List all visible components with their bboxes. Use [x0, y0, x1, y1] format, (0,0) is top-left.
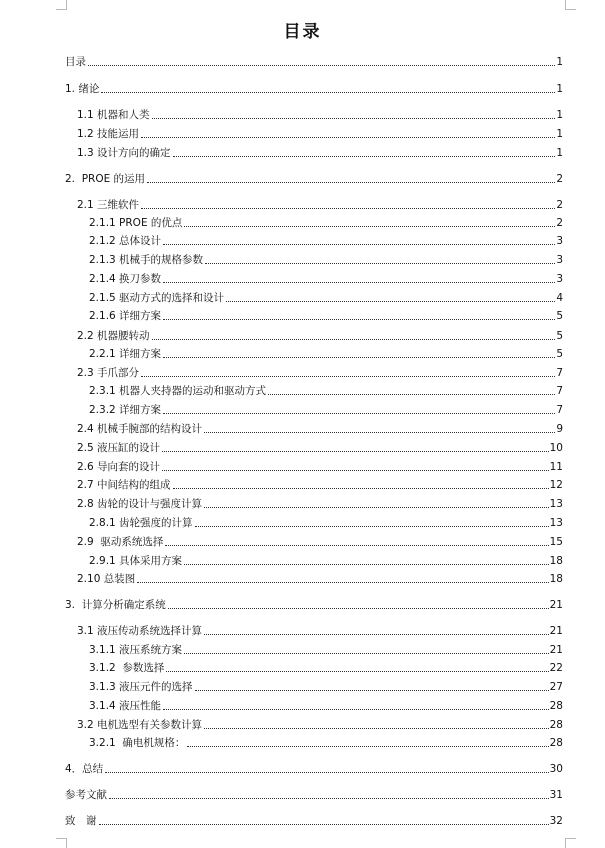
toc-entry-label: 目录: [65, 56, 86, 68]
toc-entry-label: 1. 绪论: [65, 83, 100, 95]
toc-entry-label: 2.1.2 总体设计: [89, 235, 162, 247]
toc-entry[interactable]: [77, 495, 563, 511]
toc-title: 目录: [283, 22, 322, 42]
toc-entry-page-number: 18: [549, 573, 563, 585]
toc-entry[interactable]: [89, 641, 563, 657]
toc-leader-dots: [141, 208, 555, 209]
toc-entry[interactable]: [77, 458, 563, 474]
toc-entry-page-number: 4: [556, 292, 563, 304]
toc-leader-dots: [152, 118, 556, 119]
toc-entry-page-number: 1: [556, 109, 563, 121]
toc-entry-page-number: 28: [549, 737, 563, 749]
toc-entry[interactable]: [77, 106, 563, 122]
toc-entry-page-number: 21: [549, 599, 563, 611]
toc-leader-dots: [101, 92, 555, 93]
crop-mark: [66, 838, 67, 848]
toc-entry[interactable]: [89, 345, 563, 361]
toc-leader-dots: [163, 357, 555, 358]
toc-entry-page-number: 5: [556, 310, 563, 322]
toc-entry[interactable]: [65, 596, 563, 612]
toc-entry-page-number: 3: [556, 254, 563, 266]
toc-leader-dots: [205, 263, 555, 264]
toc-entry[interactable]: [77, 476, 563, 492]
toc-entry-label: 3.1.4 液压性能: [89, 700, 162, 712]
toc-leader-dots: [105, 772, 548, 773]
toc-leader-dots: [173, 156, 556, 157]
toc-entry-page-number: 9: [556, 423, 563, 435]
toc-entry-label: 2.1.4 换刀参数: [89, 273, 162, 285]
toc-entry[interactable]: [89, 697, 563, 713]
toc-leader-dots: [162, 451, 549, 452]
toc-entry-label: 2.2 机器腰转动: [77, 330, 150, 342]
toc-entry-page-number: 22: [549, 662, 563, 674]
toc-entry-page-number: 12: [549, 479, 563, 491]
toc-entry-label: 2.3 手爪部分: [77, 367, 140, 379]
toc-entry-page-number: 7: [556, 385, 563, 397]
toc-entry-page-number: 1: [556, 56, 563, 68]
toc-entry-label: 3. 计算分析确定系统: [65, 599, 166, 611]
toc-entry-label: 3.1.3 液压元件的选择: [89, 681, 193, 693]
toc-entry[interactable]: [65, 812, 563, 828]
crop-mark: [56, 9, 67, 10]
toc-leader-dots: [147, 182, 555, 183]
toc-entry-page-number: 32: [549, 815, 563, 827]
toc-entry-label: 1.2 技能运用: [77, 128, 140, 140]
toc-entry-page-number: 30: [549, 763, 563, 775]
toc-entry[interactable]: [65, 786, 563, 802]
toc-entry[interactable]: [89, 382, 563, 398]
toc-leader-dots: [184, 564, 549, 565]
toc-entry-page-number: 15: [549, 536, 563, 548]
toc-leader-dots: [163, 413, 555, 414]
toc-entry[interactable]: [65, 80, 563, 96]
toc-leader-dots: [163, 282, 555, 283]
toc-entry[interactable]: [77, 533, 563, 549]
toc-entry-label: 2.1.5 驱动方式的选择和设计: [89, 292, 225, 304]
toc-entry-label: 1.3 设计方向的确定: [77, 147, 171, 159]
toc-entry-label: 2.4 机械手腕部的结构设计: [77, 423, 203, 435]
toc-entry-page-number: 31: [549, 789, 563, 801]
toc-entry-label: 3.1.1 液压系统方案: [89, 644, 183, 656]
toc-leader-dots: [168, 608, 549, 609]
toc-entry[interactable]: [89, 289, 563, 305]
toc-entry-label: 1.1 机器和人类: [77, 109, 150, 121]
toc-leader-dots: [163, 709, 549, 710]
toc-entry[interactable]: [89, 270, 563, 286]
toc-entry-label: 2.8.1 齿轮强度的计算: [89, 517, 193, 529]
toc-entry-label: 2.9 驱动系统选择: [77, 536, 164, 548]
toc-entry[interactable]: [65, 760, 563, 776]
toc-entry-label: 2.3.1 机器人夹持器的运动和驱动方式: [89, 385, 267, 397]
toc-leader-dots: [204, 728, 549, 729]
toc-entry-label: 2.8 齿轮的设计与强度计算: [77, 498, 203, 510]
toc-entry[interactable]: [89, 678, 563, 694]
toc-leader-dots: [141, 137, 555, 138]
crop-mark: [565, 838, 576, 839]
toc-entry-page-number: 13: [549, 517, 563, 529]
toc-entry-page-number: 18: [549, 555, 563, 567]
toc-entry-page-number: 2: [556, 199, 563, 211]
toc-entry-label: 2.3.2 详细方案: [89, 404, 162, 416]
toc-entry-label: 2.6 导向套的设计: [77, 461, 161, 473]
toc-entry-page-number: 13: [549, 498, 563, 510]
toc-leader-dots: [109, 798, 549, 799]
toc-leader-dots: [165, 545, 548, 546]
toc-entry[interactable]: [77, 125, 563, 141]
toc-leader-dots: [195, 690, 549, 691]
toc-entry-label: 2.5 液压缸的设计: [77, 442, 161, 454]
toc-leader-dots: [162, 470, 549, 471]
toc-entry-page-number: 28: [549, 719, 563, 731]
toc-entry-page-number: 1: [556, 147, 563, 159]
toc-leader-dots: [195, 526, 549, 527]
toc-entry[interactable]: [89, 232, 563, 248]
toc-entry-page-number: 5: [556, 348, 563, 360]
toc-leader-dots: [226, 301, 555, 302]
toc-entry[interactable]: [77, 439, 563, 455]
toc-entry[interactable]: [89, 214, 563, 230]
toc-entry[interactable]: [89, 659, 563, 675]
toc-leader-dots: [141, 376, 555, 377]
toc-entry-page-number: 2: [556, 173, 563, 185]
toc-entry-page-number: 7: [556, 367, 563, 379]
crop-mark: [56, 838, 67, 839]
toc-entry-label: 2.1.6 详细方案: [89, 310, 162, 322]
toc-entry[interactable]: [89, 251, 563, 267]
toc-entry[interactable]: [89, 307, 563, 323]
toc-leader-dots: [163, 244, 555, 245]
toc-entry-page-number: 21: [549, 625, 563, 637]
toc-entry-label: 3.2.1 确电机规格：: [89, 737, 186, 749]
toc-entry-label: 2.2.1 详细方案: [89, 348, 162, 360]
toc-entry[interactable]: [77, 570, 563, 586]
toc-entry-label: 2.1.3 机械手的规格参数: [89, 254, 204, 266]
toc-leader-dots: [137, 582, 548, 583]
toc-entry-label: 2.10 总装图: [77, 573, 136, 585]
toc-entry-label: 致 谢: [65, 815, 97, 827]
toc-leader-dots: [204, 432, 555, 433]
toc-entry-page-number: 3: [556, 273, 563, 285]
toc-entry[interactable]: [89, 734, 563, 750]
toc-leader-dots: [184, 226, 555, 227]
toc-entry[interactable]: [77, 327, 563, 343]
toc-leader-dots: [184, 653, 549, 654]
toc-entry-label: 2. PROE 的运用: [65, 173, 146, 185]
toc-entry-page-number: 28: [549, 700, 563, 712]
toc-entry-label: 4．总结: [65, 763, 104, 775]
crop-mark: [565, 838, 566, 848]
toc-entry-page-number: 10: [549, 442, 563, 454]
toc-leader-dots: [99, 824, 549, 825]
toc-entry-label: 2.1 三维软件: [77, 199, 140, 211]
toc-entry-page-number: 3: [556, 235, 563, 247]
toc-leader-dots: [152, 339, 556, 340]
toc-leader-dots: [268, 394, 555, 395]
toc-leader-dots: [163, 319, 555, 320]
toc-entry[interactable]: [65, 53, 563, 69]
toc-entry-page-number: 2: [556, 217, 563, 229]
toc-leader-dots: [187, 746, 548, 747]
toc-entry[interactable]: [77, 196, 563, 212]
toc-entry-label: 3.1.2 参数选择: [89, 662, 165, 674]
toc-leader-dots: [204, 507, 549, 508]
toc-entry-page-number: 27: [549, 681, 563, 693]
toc-entry[interactable]: [89, 514, 563, 530]
toc-entry-page-number: 5: [556, 330, 563, 342]
toc-entry[interactable]: [77, 144, 563, 160]
toc-entry-page-number: 1: [556, 83, 563, 95]
toc-entry[interactable]: [89, 552, 563, 568]
toc-leader-dots: [166, 671, 548, 672]
toc-entry-label: 3.2 电机选型有关参数计算: [77, 719, 203, 731]
toc-entry-label: 2.7 中间结构的组成: [77, 479, 171, 491]
toc-entry-label: 3.1 液压传动系统选择计算: [77, 625, 203, 637]
toc-entry-label: 2.9.1 具体采用方案: [89, 555, 183, 567]
toc-entry[interactable]: [77, 364, 563, 380]
toc-entry-label: 参考文献: [65, 789, 107, 801]
toc-leader-dots: [88, 65, 555, 66]
toc-entry[interactable]: [77, 420, 563, 436]
toc-entry-label: 2.1.1 PROE 的优点: [89, 217, 183, 229]
toc-entry-page-number: 1: [556, 128, 563, 140]
toc-entry-page-number: 7: [556, 404, 563, 416]
toc-entry[interactable]: [89, 401, 563, 417]
toc-entry[interactable]: [77, 622, 563, 638]
toc-entry[interactable]: [65, 170, 563, 186]
crop-mark: [565, 9, 576, 10]
toc-entry-page-number: 21: [549, 644, 563, 656]
toc-leader-dots: [173, 488, 549, 489]
toc-entry-page-number: 11: [549, 461, 563, 473]
toc-entry[interactable]: [77, 716, 563, 732]
toc-leader-dots: [204, 634, 549, 635]
